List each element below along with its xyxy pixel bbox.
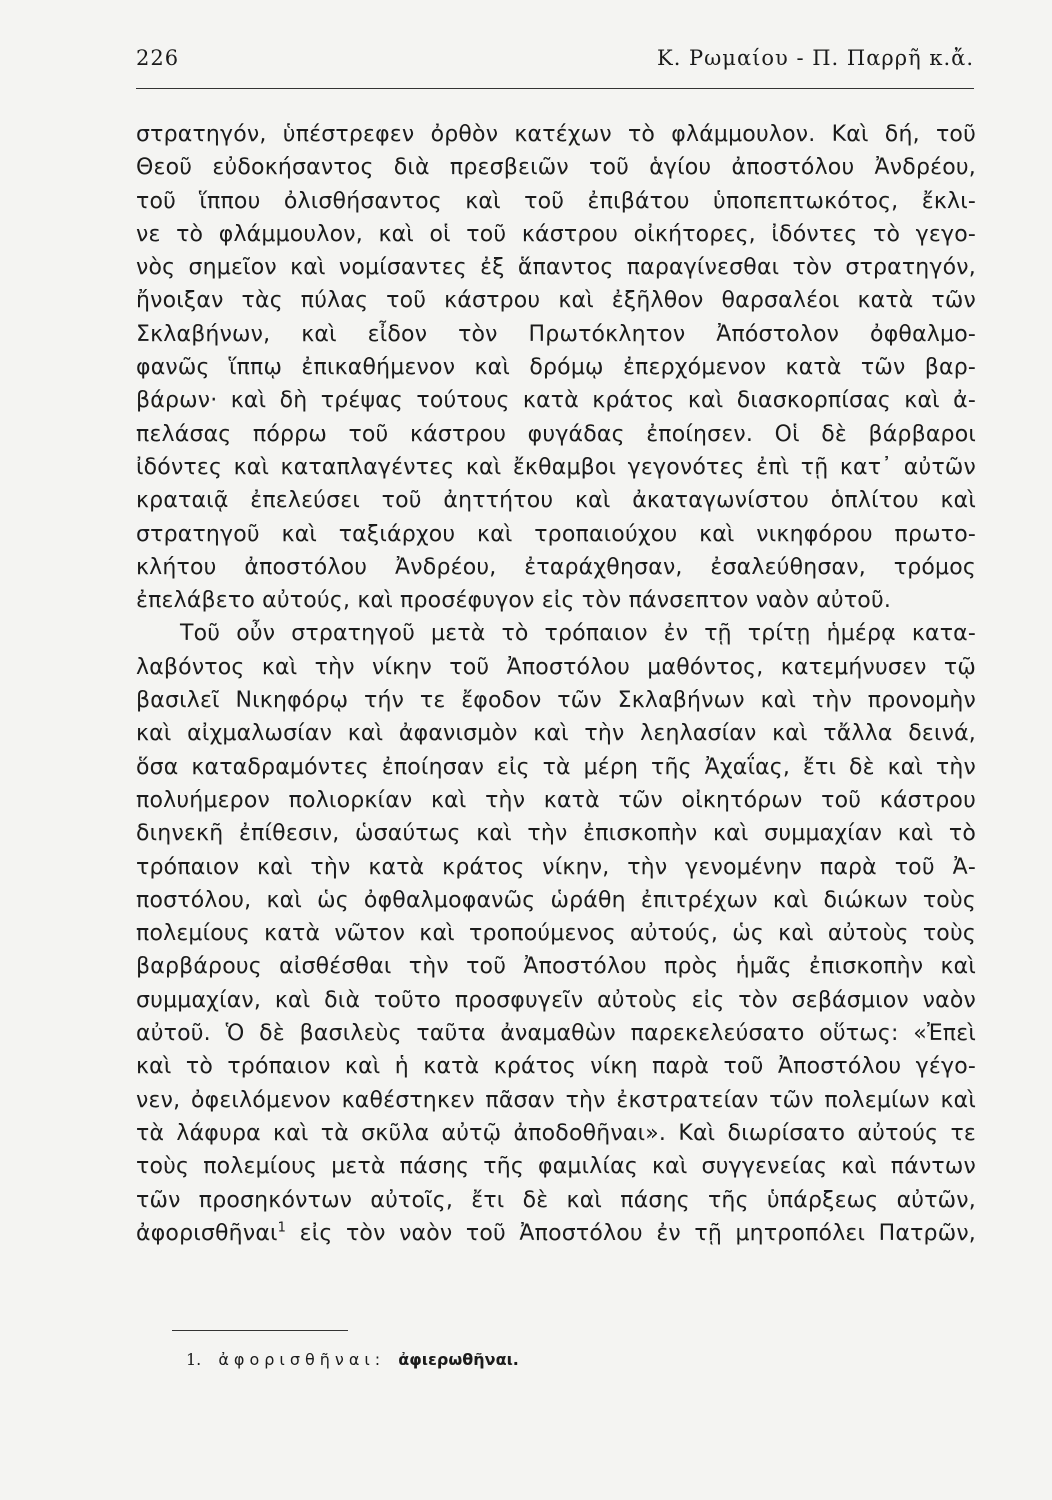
main-text: [136, 118, 976, 1250]
text-line: στρατηγόν, ὑπέστρεφεν ὀρθὸν κατέχων τὸ φλάμμουλον. Καὶ δή, τοῦ: [136, 122, 976, 147]
text-line-with-footnote: [136, 1217, 976, 1250]
text-line: φανῶς ἵππῳ ἐπικαθήμενον καὶ δρόμῳ ἐπερχόμενον κατὰ τῶν βαρ-: [136, 355, 976, 381]
running-head: [136, 46, 974, 76]
text-line: τοῦ ἵππου ὀλισθήσαντος καὶ τοῦ ἐπιβάτου ὑποπεπτωκότος, ἔκλι-: [136, 188, 976, 214]
text-line: ἐπελάβετο αὐτούς, καὶ προσέφυγον εἰς τὸν πάνσεπτον ναὸν αὐτοῦ.: [136, 588, 892, 614]
text-line: νὸς σημεῖον καὶ νομίσαντες ἐξ ἅπαντος παραγίνεσθαι τὸν στρατηγόν,: [136, 255, 976, 281]
text-line: ἤνοιξαν τὰς πύλας τοῦ κάστρου καὶ ἐξῆλθον θαρσαλέοι κατὰ τῶν: [136, 288, 976, 314]
text-line: κραταιᾷ ἐπελεύσει τοῦ ἀηττήτου καὶ ἀκαταγωνίστου ὁπλίτου καὶ: [136, 488, 976, 514]
running-head-authors: Κ. Ρωμαίου - Π. Παρρῆ κ.ἄ.: [657, 46, 974, 70]
text-line: τοὺς πολεμίους μετὰ πάσης τῆς φαμιλίας καὶ συγγενείας καὶ πάντων: [136, 1154, 976, 1180]
text-line: καὶ τὸ τρόπαιον καὶ ἡ κατὰ κράτος νίκη παρὰ τοῦ Ἀποστόλου γέγο-: [136, 1054, 976, 1080]
text-line: στρατηγοῦ καὶ ταξιάρχου καὶ τροπαιούχου καὶ νικηφόρου πρωτο-: [136, 521, 976, 547]
text-line: νε τὸ φλάμμουλον, καὶ οἱ τοῦ κάστρου οἰκήτορες, ἰδόντες τὸ γεγο-: [136, 221, 976, 247]
text-line: τὰ λάφυρα καὶ τὰ σκῦλα αὐτῷ ἀποδοθῆναι». Καὶ διωρίσατο αὐτούς τε: [136, 1120, 976, 1146]
footnote-term: ἀφορισθῆναι:: [218, 1350, 386, 1369]
text-line: ὅσα καταδραμόντες ἐποίησαν εἰς τὰ μέρη τῆς Ἀχαΐας, ἔτι δὲ καὶ τὴν: [136, 754, 976, 780]
page-number: 226: [136, 46, 180, 70]
text-line: Θεοῦ εὐδοκήσαντος διὰ πρεσβειῶν τοῦ ἁγίου ἀποστόλου Ἀνδρέου,: [136, 155, 976, 181]
text-line: τῶν προσηκόντων αὐτοῖς, ἔτι δὲ καὶ πάσης τῆς ὑπάρξεως αὐτῶν,: [136, 1187, 976, 1213]
text-line: βάρων· καὶ δὴ τρέψας τούτους κατὰ κράτος καὶ διασκορπίσας καὶ ἀ-: [136, 388, 976, 414]
footnote-rule: [172, 1330, 348, 1331]
text-line: βασιλεῖ Νικηφόρῳ τήν τε ἔφοδον τῶν Σκλαβήνων καὶ τὴν προνομὴν: [136, 688, 976, 714]
text-line: λαβόντος καὶ τὴν νίκην τοῦ Ἀποστόλου μαθόντος, κατεμήνυσεν τῷ: [136, 654, 976, 680]
header-rule: [136, 88, 974, 89]
text-line: διηνεκῆ ἐπίθεσιν, ὡσαύτως καὶ τὴν ἐπισκοπὴν καὶ συμμαχίαν καὶ τὸ: [136, 821, 976, 847]
text-line: νεν, ὀφειλόμενον καθέστηκεν πᾶσαν τὴν ἐκστρατείαν τῶν πολεμίων καὶ: [136, 1087, 976, 1113]
footnote: [186, 1350, 519, 1369]
text-line: βαρβάρους αἰσθέσθαι τὴν τοῦ Ἀποστόλου πρὸς ἡμᾶς ἐπισκοπὴν καὶ: [136, 954, 976, 980]
text-line: τρόπαιον καὶ τὴν κατὰ κράτος νίκην, τὴν γενομένην παρὰ τοῦ Ἀ-: [136, 854, 976, 880]
text-line: πελάσας πόρρω τοῦ κάστρου φυγάδας ἐποίησεν. Οἱ δὲ βάρβαροι: [136, 421, 976, 447]
footnote-reference[interactable]: 1: [277, 1220, 287, 1236]
paragraph-start-line: Τοῦ οὖν στρατηγοῦ μετὰ τὸ τρόπαιον ἐν τῇ τρίτῃ ἡμέρᾳ κατα-: [180, 621, 976, 647]
text-line: συμμαχίαν, καὶ διὰ τοῦτο προσφυγεῖν αὐτοὺς εἰς τὸν σεβάσμιον ναὸν: [136, 987, 976, 1013]
text-line-end: εἰς τὸν ναὸν τοῦ Ἀποστόλου ἐν τῇ μητροπόλει Πατρῶν,: [286, 1220, 976, 1246]
text-line: Σκλαβήνων, καὶ εἶδον τὸν Πρωτόκλητον Ἀπόστολον ὀφθαλμο-: [136, 321, 976, 347]
text-line: πολυήμερον πολιορκίαν καὶ τὴν κατὰ τῶν οἰκητόρων τοῦ κάστρου: [136, 787, 976, 813]
text-line: ποστόλου, καὶ ὡς ὀφθαλμοφανῶς ὡράθη ἐπιτρέχων καὶ διώκων τοὺς: [136, 887, 976, 913]
footnote-definition: ἀφιερωθῆναι.: [398, 1350, 519, 1369]
footnoted-word: ἀφορισθῆναι: [136, 1220, 278, 1246]
text-line: πολεμίους κατὰ νῶτον καὶ τροπούμενος αὐτούς, ὡς καὶ αὐτοὺς τοὺς: [136, 921, 976, 947]
footnote-number: 1.: [186, 1350, 202, 1369]
text-line: καὶ αἰχμαλωσίαν καὶ ἀφανισμὸν καὶ τὴν λεηλασίαν καὶ τἄλλα δεινά,: [136, 721, 976, 747]
text-line: κλήτου ἀποστόλου Ἀνδρέου, ἐταράχθησαν, ἐσαλεύθησαν, τρόμος: [136, 554, 976, 580]
text-line: ἰδόντες καὶ καταπλαγέντες καὶ ἔκθαμβοι γεγονότες ἐπὶ τῇ κατ᾽ αὐτῶν: [136, 454, 976, 480]
text-line: αὐτοῦ. Ὁ δὲ βασιλεὺς ταῦτα ἀναμαθὼν παρεκελεύσατο οὕτως: «Ἐπεὶ: [136, 1021, 976, 1047]
